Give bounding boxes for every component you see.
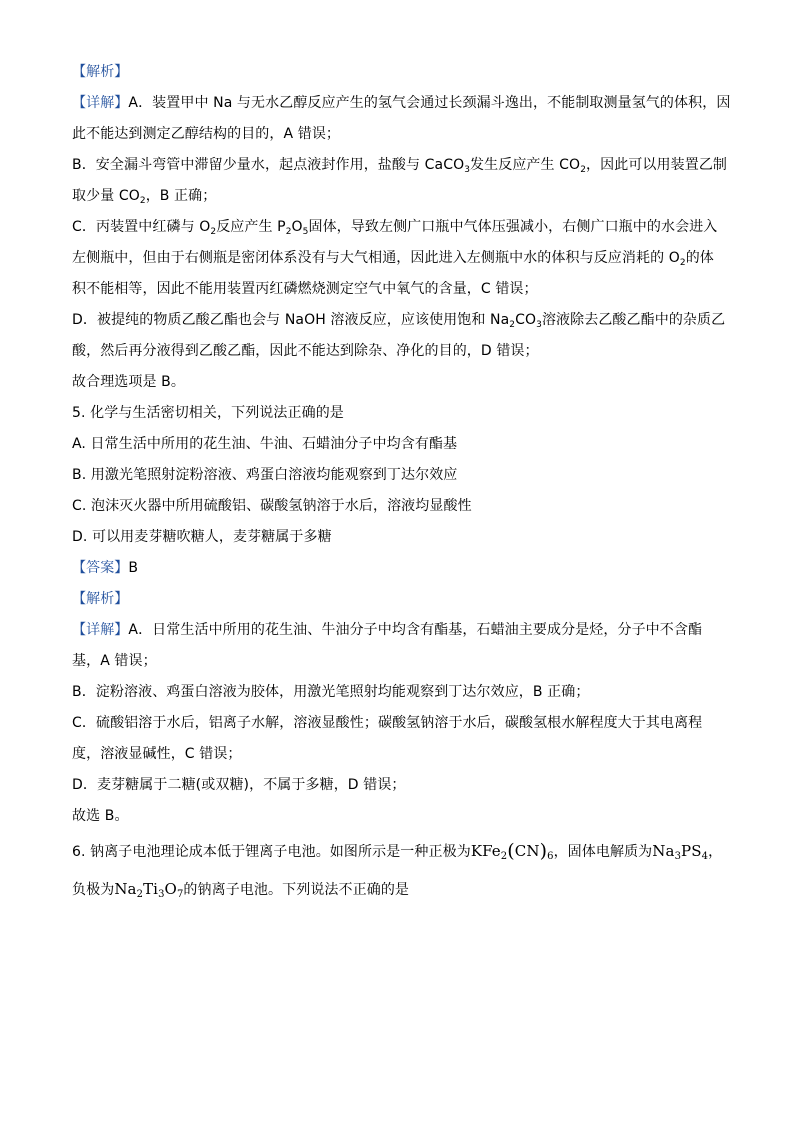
q4-detail-b-line1: B．安全漏斗弯管中滞留少量水，起点液封作用，盐酸与 CaCO$_3$发生反应产生 $CO_2$，因此可以用装置乙制 <box>72 157 728 175</box>
electrolyte-formula: $Na_3PS_4$ <box>652 842 709 862</box>
anode-formula: $Na_2Ti_3O_7$ <box>114 880 184 900</box>
q4-detail-c-line2: 左侧瓶中，但由于右侧瓶是密闭体系没有与大气相通，因此进入左侧瓶中水的体积与反应消耗的 $O_2$的体 <box>72 250 714 268</box>
q5-stem: 5. 化学与生活密切相关，下列说法正确的是 <box>72 405 344 421</box>
q4-detail-c-line1: C．丙装置中红磷与 $O_2$反应产生 $P_2O_5$固体，导致左侧广口瓶中气体压强减小，右侧广口瓶中的水会进入 <box>72 219 718 237</box>
q5-detail-d-line: D．麦芽糖属于二糖(或双糖)，不属于多糖，D 错误； <box>72 777 406 793</box>
q5-detail-a-line2: 基，A 错误； <box>72 653 157 669</box>
answer-value: B <box>128 560 139 576</box>
q5-detail-a-line1: 【详解】A．日常生活中所用的花生油、牛油分子中均含有酯基，石蜡油主要成分是烃，分子中不含酯 <box>72 622 703 638</box>
detail-tag: 【详解】 <box>72 622 129 638</box>
q5-option-a: A. 日常生活中所用的花生油、牛油、石蜡油分子中均含有酯基 <box>72 436 458 452</box>
q4-conclusion: 故合理选项是 B。 <box>72 374 185 390</box>
document-page <box>72 62 731 913</box>
q4-detail-d-line1: D．被提纯的物质乙酸乙酯也会与 NaOH 溶液反应，应该使用饱和 $Na_2CO_3$溶液除去乙酸乙酯中的杂质乙 <box>72 312 726 330</box>
answer-tag: 【答案】 <box>72 560 129 576</box>
q4-detail-c-line3: 积不能相等，因此不能用装置丙红磷燃烧测定空气中氧气的含量，C 错误； <box>72 281 538 297</box>
q6-stem-line1: 6. 钠离子电池理论成本低于锂离子电池。如图所示是一种正极为$KFe_2(CN)_6$，固体电解质为$Na_3PS_4$， <box>72 840 723 862</box>
q5-analysis-heading <box>72 589 728 609</box>
q4-detail-a-line1: 【详解】A．装置甲中 Na 与无水乙醇反应产生的氢气会通过长颈漏斗逸出，不能制取测量氢气的体积，因 <box>72 95 731 111</box>
q5-detail-c-line2: 度，溶液显碱性，C 错误； <box>72 746 242 762</box>
q5-detail-c-line1: C．硫酸铝溶于水后，铝离子水解，溶液显酸性；碳酸氢钠溶于水后，碳酸氢根水解程度大于其电离程 <box>72 715 703 731</box>
q5-conclusion: 故选 B。 <box>72 808 129 824</box>
q4-detail-a-line2: 此不能达到测定乙醇结构的目的，A 错误； <box>72 126 341 142</box>
detail-tag: 【详解】 <box>72 95 129 111</box>
analysis-tag: 【解析】 <box>72 64 129 80</box>
analysis-tag: 【解析】 <box>72 591 129 607</box>
q5-answer <box>72 558 728 578</box>
analysis-heading <box>72 62 728 82</box>
q5-option-c: C. 泡沫灭火器中所用硫酸铝、碳酸氢钠溶于水后，溶液均显酸性 <box>72 498 472 514</box>
q5-option-d: D. 可以用麦芽糖吹糖人，麦芽糖属于多糖 <box>72 529 332 545</box>
q5-option-b: B. 用激光笔照射淀粉溶液、鸡蛋白溶液均能观察到丁达尔效应 <box>72 467 458 483</box>
q6-stem-line2: 负极为$Na_2Ti_3O_7$的钠离子电池。下列说法不正确的是 <box>72 880 410 900</box>
q4-detail-d-line2: 酸，然后再分液得到乙酸乙酯，因此不能达到除杂、净化的目的，D 错误； <box>72 343 539 359</box>
q4-detail-b-line2: 取少量 $CO_2$，B 正确； <box>72 188 217 206</box>
cathode-formula: $KFe_2(CN)_6$ <box>470 840 554 862</box>
q5-detail-b-line: B．淀粉溶液、鸡蛋白溶液为胶体，用激光笔照射均能观察到丁达尔效应，B 正确； <box>72 684 590 700</box>
